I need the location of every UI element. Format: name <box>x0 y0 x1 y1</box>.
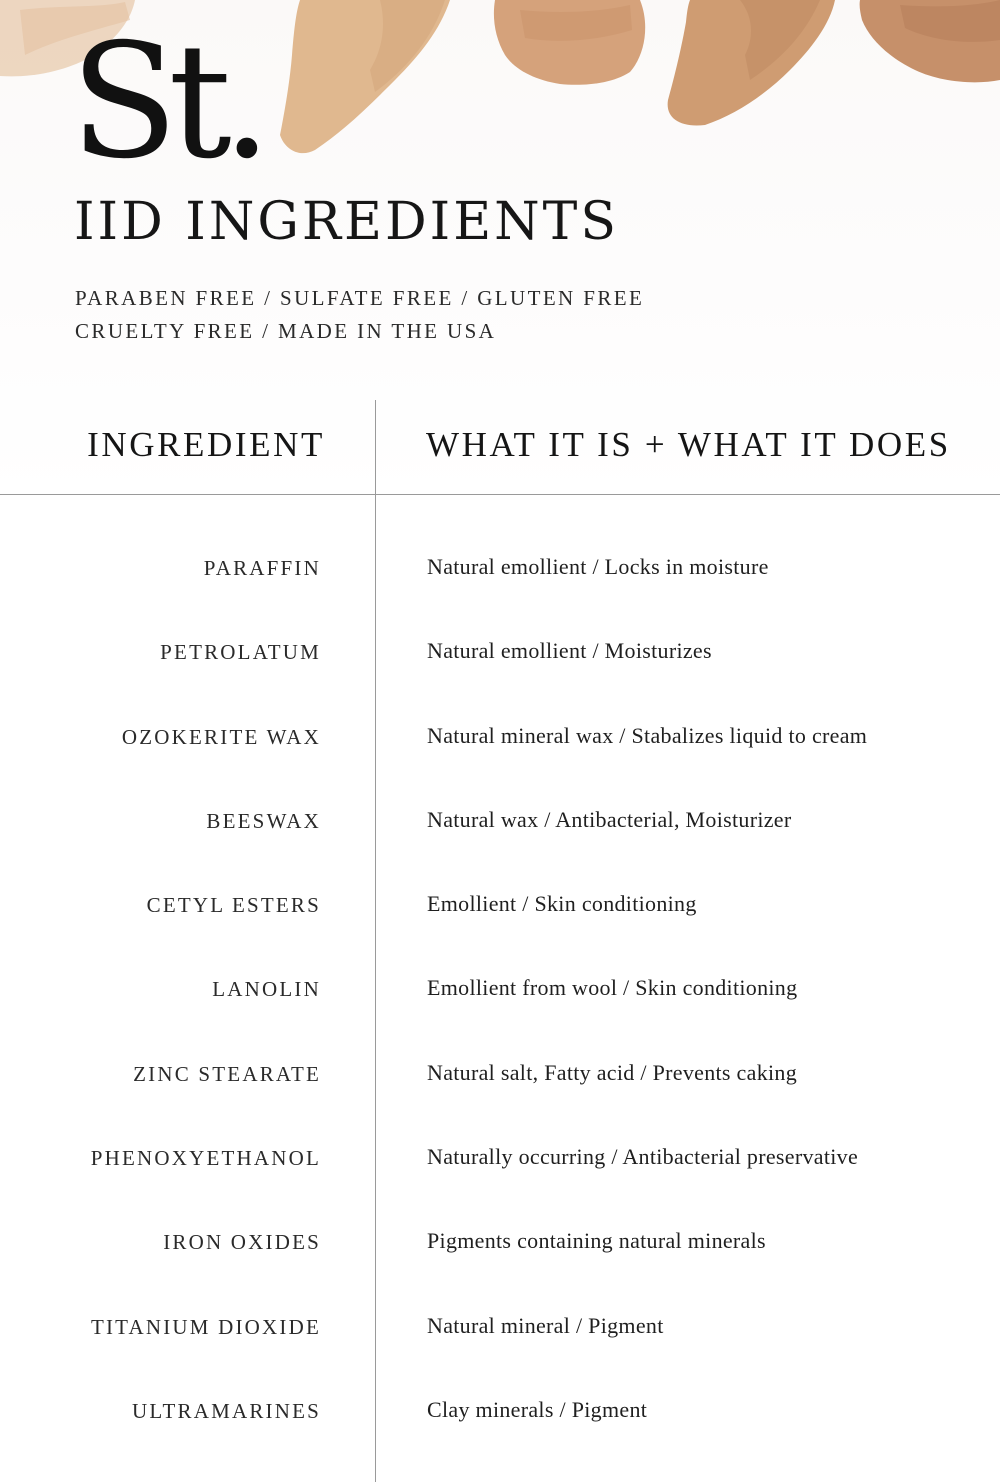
ingredient-name: LANOLIN <box>212 977 321 1002</box>
ingredient-name: OZOKERITE WAX <box>121 724 321 749</box>
table-row <box>0 1224 1000 1308</box>
claims-line-1: PARABEN FREE / SULFATE FREE / GLUTEN FREE <box>75 286 645 310</box>
ingredients-table-body <box>0 550 1000 1477</box>
table-row <box>0 1056 1000 1140</box>
ingredient-description: Clay minerals / Pigment <box>427 1396 648 1422</box>
page-title: IID INGREDIENTS <box>74 192 619 252</box>
ingredient-name: PHENOXYETHANOL <box>90 1146 321 1171</box>
claims-line-2: CRUELTY FREE / MADE IN THE USA <box>75 319 497 343</box>
ingredient-name: ULTRAMARINES <box>132 1398 321 1423</box>
ingredient-description: Emollient from wool / Skin conditioning <box>427 975 798 1001</box>
table-row <box>0 971 1000 1055</box>
table-row <box>0 719 1000 803</box>
table-row <box>0 1309 1000 1393</box>
ingredient-name: TITANIUM DIOXIDE <box>90 1314 321 1339</box>
ingredient-name: PETROLATUM <box>160 640 321 665</box>
ingredient-description: Natural emollient / Locks in moisture <box>427 554 769 579</box>
table-row <box>0 550 1000 634</box>
product-claims <box>75 282 644 348</box>
table-row <box>0 1393 1000 1477</box>
table-row <box>0 1140 1000 1224</box>
ingredient-description: Natural mineral wax / Stabalizes liquid to cream <box>427 722 868 748</box>
ingredient-description: Natural salt, Fatty acid / Prevents caking <box>427 1059 798 1085</box>
table-row <box>0 887 1000 971</box>
ingredient-name: ZINC STEARATE <box>133 1061 321 1086</box>
table-row <box>0 803 1000 887</box>
column-header-description: WHAT IT IS + WHAT IT DOES <box>426 425 951 464</box>
ingredient-description: Natural mineral / Pigment <box>427 1312 664 1338</box>
st-logo <box>70 10 262 194</box>
table-header-divider <box>0 494 1000 495</box>
ingredient-name: IRON OXIDES <box>163 1230 321 1255</box>
table-row <box>0 634 1000 718</box>
ingredient-name: CETYL ESTERS <box>146 893 321 918</box>
ingredient-description: Pigments containing natural minerals <box>427 1228 766 1254</box>
ingredient-name: PARAFFIN <box>203 556 321 580</box>
ingredient-description: Natural wax / Antibacterial, Moisturizer <box>427 806 792 832</box>
st-logo-text: St. <box>70 10 262 194</box>
column-header-ingredient: INGREDIENT <box>87 425 325 464</box>
ingredient-name: BEESWAX <box>206 808 321 833</box>
ingredient-description: Naturally occurring / Antibacterial preservative <box>427 1144 859 1170</box>
ingredient-description: Natural emollient / Moisturizes <box>427 638 712 664</box>
ingredient-description: Emollient / Skin conditioning <box>427 891 697 917</box>
